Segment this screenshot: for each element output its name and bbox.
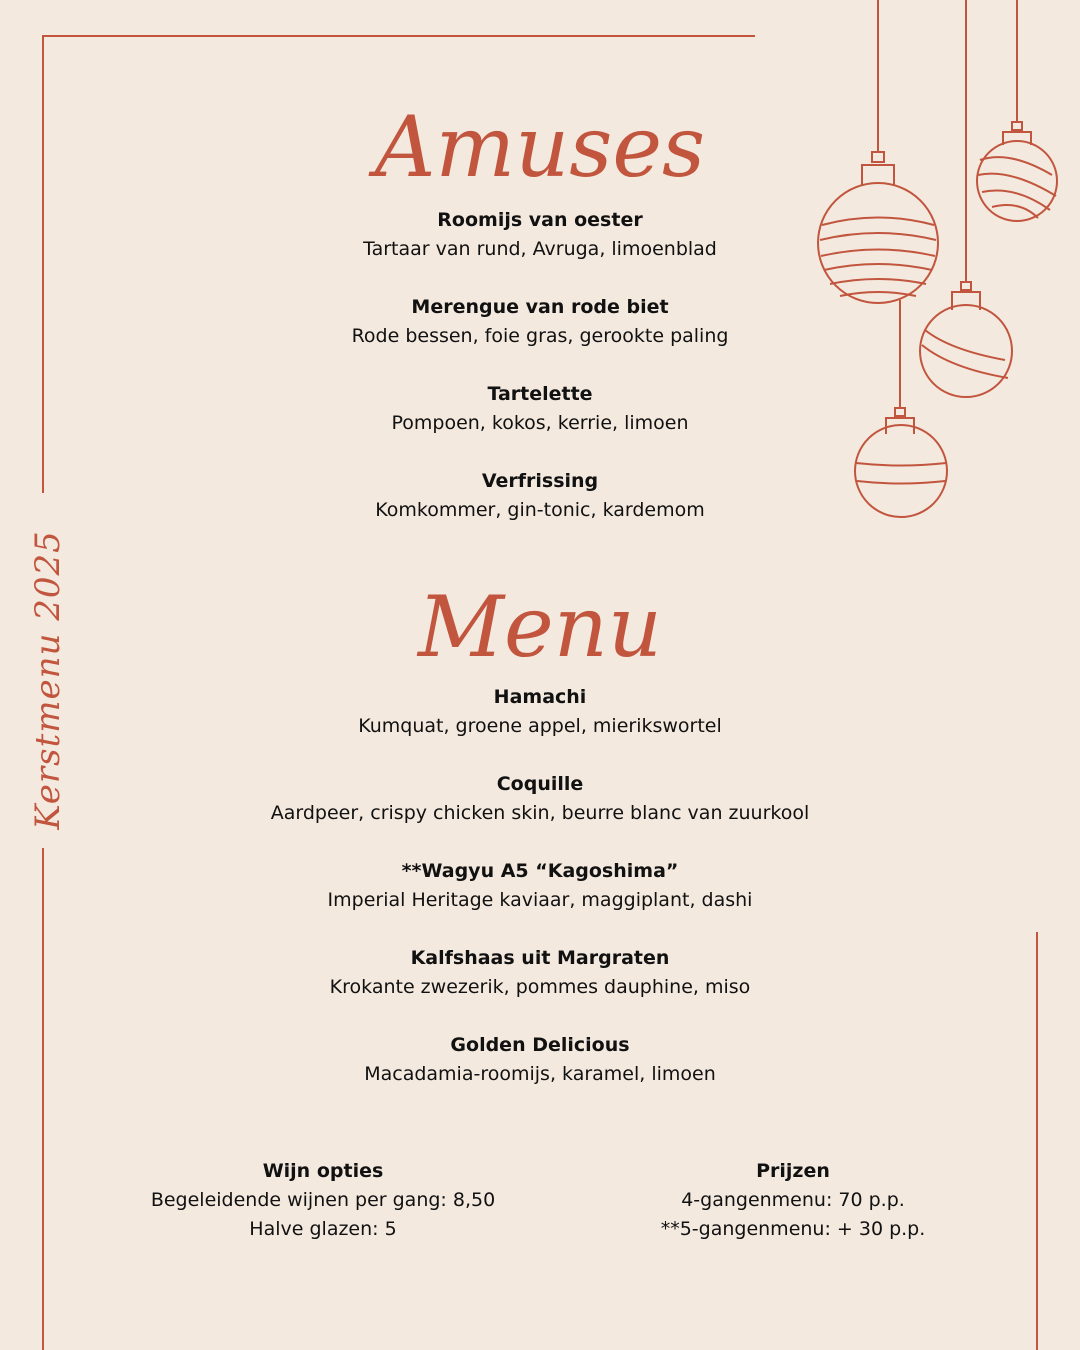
menu-item — [0, 944, 1080, 1002]
dish-description: Krokante zwezerik, pommes dauphine, miso — [329, 976, 751, 998]
dish-description: Aardpeer, crispy chicken skin, beurre blanc van zuurkool — [270, 802, 810, 824]
amuse-item — [0, 293, 1080, 351]
dish-description: Rode bessen, foie gras, gerookte paling — [351, 325, 729, 347]
amuse-item — [0, 206, 1080, 264]
dish-description: Pompoen, kokos, kerrie, limoen — [391, 412, 689, 434]
frame-left-line-lower — [42, 848, 44, 1350]
dish-name: Roomijs van oester — [437, 209, 643, 231]
wine-option-line: Begeleidende wijnen per gang: 8,50 — [150, 1189, 496, 1211]
wine-options — [123, 1157, 523, 1244]
dish-description: Macadamia-roomijs, karamel, limoen — [364, 1063, 716, 1085]
amuse-item — [0, 467, 1080, 525]
amuses-heading: Amuses — [374, 98, 706, 196]
prices — [593, 1157, 993, 1244]
menu-item — [0, 683, 1080, 741]
menu-heading: Menu — [418, 578, 662, 676]
dish-name: Kalfshaas uit Margraten — [410, 947, 670, 969]
dish-name: Merengue van rode biet — [411, 296, 669, 318]
amuse-item — [0, 380, 1080, 438]
menu-item — [0, 770, 1080, 828]
dish-name: Verfrissing — [481, 470, 599, 492]
christmas-bauble-icon — [800, 0, 1070, 530]
menu-item — [0, 1031, 1080, 1089]
menu-item — [0, 857, 1080, 915]
dish-name: Tartelette — [487, 383, 593, 405]
dish-description: Imperial Heritage kaviaar, maggiplant, dashi — [327, 889, 753, 911]
dish-name: **Wagyu A5 “Kagoshima” — [401, 860, 679, 882]
wine-options-heading: Wijn opties — [262, 1160, 384, 1182]
dish-description: Tartaar van rund, Avruga, limoenblad — [363, 238, 717, 260]
dish-description: Kumquat, groene appel, mierikswortel — [358, 715, 722, 737]
price-line: **5-gangenmenu: + 30 p.p. — [660, 1218, 926, 1240]
dish-description: Komkommer, gin-tonic, kardemom — [375, 499, 705, 521]
dish-name: Hamachi — [493, 686, 587, 708]
wine-option-line: Halve glazen: 5 — [249, 1218, 397, 1240]
side-title: Kerstmenu 2025 — [28, 530, 68, 830]
dish-name: Coquille — [496, 773, 584, 795]
price-line: 4-gangenmenu: 70 p.p. — [681, 1189, 905, 1211]
frame-top-line — [43, 35, 755, 37]
prices-heading: Prijzen — [756, 1160, 830, 1182]
dish-name: Golden Delicious — [450, 1034, 630, 1056]
